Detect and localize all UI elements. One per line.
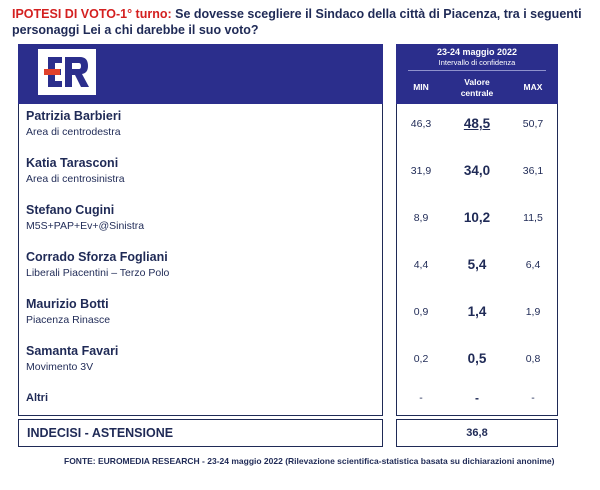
value-max: 50,7 <box>522 118 544 130</box>
undecided-label: INDECISI - ASTENSIONE <box>27 426 174 440</box>
candidate-coalition: Area di centrodestra <box>26 126 121 138</box>
value-max: - <box>531 392 535 404</box>
column-value-header-line1: Valore <box>464 77 490 87</box>
candidate-coalition: Liberali Piacentini – Terzo Polo <box>26 267 170 279</box>
value-central: 48,5 <box>463 116 491 131</box>
table-row <box>18 151 558 198</box>
value-min: - <box>419 392 423 404</box>
candidate-name: Altri <box>26 392 48 404</box>
candidate-rows <box>18 104 558 410</box>
candidate-name: Samanta Favari <box>26 344 119 358</box>
value-central: 1,4 <box>467 304 487 319</box>
candidate-coalition: M5S+PAP+Ev+@Sinistra <box>26 220 145 232</box>
undecided-row-value <box>396 419 558 447</box>
table-row <box>18 198 558 245</box>
candidate-coalition: Area di centrosinistra <box>26 173 125 185</box>
table-row <box>18 292 558 339</box>
value-central: 5,4 <box>467 257 487 272</box>
table-row <box>18 245 558 292</box>
value-central: 34,0 <box>463 163 491 178</box>
value-max: 6,4 <box>525 259 541 271</box>
value-min: 31,9 <box>410 165 432 177</box>
undecided-value: 36,8 <box>466 427 488 439</box>
candidate-name: Katia Tarasconi <box>26 156 119 170</box>
candidate-name: Stefano Cugini <box>26 203 115 217</box>
candidate-name: Patrizia Barbieri <box>26 109 122 123</box>
poll-question <box>12 6 582 38</box>
column-min-header: MIN <box>413 82 429 92</box>
survey-date: 23-24 maggio 2022 <box>436 47 518 57</box>
candidate-coalition: Piacenza Rinasce <box>26 314 111 326</box>
table-row <box>18 339 558 386</box>
values-header <box>396 44 558 104</box>
header-divider <box>408 70 546 71</box>
value-min: 8,9 <box>413 212 429 224</box>
table-row <box>18 104 558 151</box>
candidate-name: Maurizio Botti <box>26 297 109 311</box>
value-max: 11,5 <box>523 212 543 224</box>
confidence-interval-label: Intervallo di confidenza <box>438 58 516 67</box>
column-max-header: MAX <box>523 82 543 92</box>
value-min: 4,4 <box>413 259 429 271</box>
value-max: 0,8 <box>525 353 541 365</box>
value-central: 10,2 <box>463 210 491 225</box>
source-footer: FONTE: EUROMEDIA RESEARCH - 23-24 maggio 2022 (Rilevazione scientifica-statistica basata su dichiarazioni anonime) <box>64 456 555 466</box>
value-central: 0,5 <box>467 351 487 366</box>
column-value-header-line2: centrale <box>460 88 494 98</box>
value-min: 0,2 <box>413 353 429 365</box>
candidate-name: Corrado Sforza Fogliani <box>26 250 168 264</box>
undecided-row-label <box>18 419 383 447</box>
poll-question-text: Se dovesse scegliere il Sindaco della città di Piacenza, tra i seguenti personaggi Lei a chi darebbe il suo voto? <box>12 7 582 37</box>
value-min: 0,9 <box>413 306 429 318</box>
table-row-others <box>18 386 558 410</box>
column-value-header <box>446 77 508 99</box>
candidates-header <box>18 44 383 104</box>
value-central: - <box>475 391 479 405</box>
value-max: 1,9 <box>525 306 541 318</box>
poll-question-prefix: IPOTESI DI VOTO-1° turno: <box>12 7 172 21</box>
value-max: 36,1 <box>522 165 544 177</box>
value-min: 46,3 <box>410 118 432 130</box>
euromedia-logo-icon <box>38 49 96 95</box>
candidate-coalition: Movimento 3V <box>26 361 94 373</box>
